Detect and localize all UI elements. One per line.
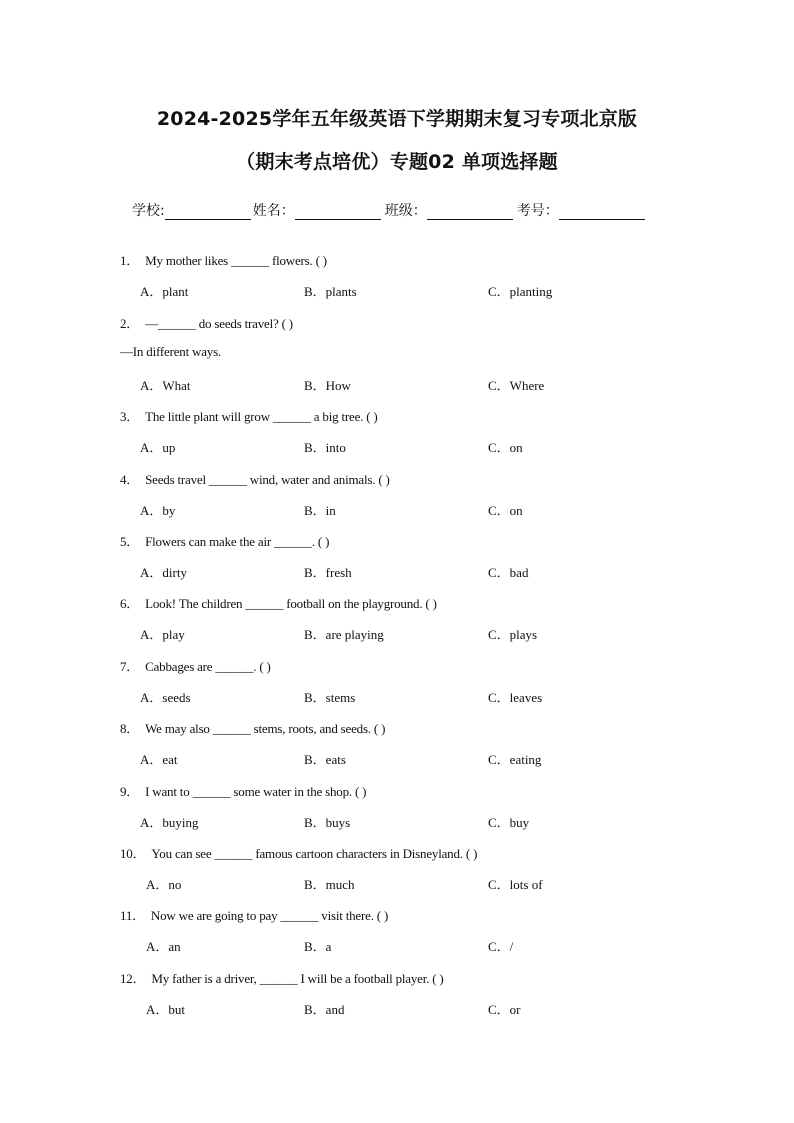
question-text: Cabbages are ______. ( ) — [145, 659, 271, 674]
answer-option[interactable]: B．much — [304, 877, 355, 892]
answer-option[interactable]: A．but — [146, 1002, 186, 1017]
answer-option[interactable]: B．into — [304, 440, 346, 455]
question-text: Now we are going to pay ______ visit there. ( ) — [150, 908, 389, 923]
question-number: 4． — [120, 472, 140, 487]
question-text: We may also ______ stems, roots, and seeds. ( ) — [145, 721, 386, 736]
answer-option[interactable]: C．planting — [488, 284, 553, 299]
question-text: The little plant will grow ______ a big tree. ( ) — [145, 409, 378, 424]
answer-option[interactable]: C．on — [488, 503, 523, 518]
question-stem — [120, 905, 388, 924]
answer-option[interactable]: B．buys — [304, 815, 351, 830]
answer-option[interactable]: C．/ — [488, 939, 514, 954]
answer-option[interactable]: B．and — [304, 1002, 345, 1017]
question-number: 8． — [120, 721, 140, 736]
answer-option[interactable]: A．eat — [140, 752, 178, 767]
name-blank[interactable] — [295, 205, 381, 220]
question-number: 12． — [120, 971, 146, 986]
question-number: 6． — [120, 596, 140, 611]
question-text: You can see ______ famous cartoon characters in Disneyland. ( ) — [151, 846, 478, 861]
answer-option[interactable]: A．What — [140, 378, 191, 393]
question-text: Flowers can make the air ______. ( ) — [145, 534, 330, 549]
question-stem — [120, 406, 378, 425]
answer-option[interactable]: C．leaves — [488, 690, 543, 705]
question-stem — [120, 656, 271, 675]
question-stem — [120, 718, 385, 737]
number-label: 考号： — [516, 203, 559, 219]
answer-option[interactable]: B．a — [304, 939, 332, 954]
question-stem — [120, 781, 366, 800]
class-blank[interactable] — [427, 205, 513, 220]
question-stem — [120, 593, 437, 612]
question-stem — [120, 531, 329, 550]
question-number: 3． — [120, 409, 140, 424]
answer-option[interactable]: A．dirty — [140, 565, 187, 580]
answer-option[interactable]: C．bad — [488, 565, 529, 580]
answer-option[interactable]: A．by — [140, 503, 176, 518]
answer-option[interactable]: A．plant — [140, 284, 189, 299]
answer-option[interactable]: B．How — [304, 378, 351, 393]
student-info-line — [132, 200, 649, 220]
answer-option[interactable]: B．eats — [304, 752, 346, 767]
question-stem — [120, 843, 477, 862]
question-number: 10． — [120, 846, 146, 861]
question-number: 11． — [120, 908, 145, 923]
question-reply-line: —In different ways. — [120, 344, 222, 359]
answer-option[interactable]: B．in — [304, 503, 336, 518]
page-title: 2024-2025学年五年级英语下学期期末复习专项北京版 — [156, 108, 638, 130]
answer-option[interactable]: A．no — [146, 877, 182, 892]
answer-option[interactable]: C．on — [488, 440, 523, 455]
school-blank[interactable] — [165, 205, 251, 220]
answer-option[interactable]: B．fresh — [304, 565, 352, 580]
question-text: Seeds travel ______ wind, water and animals. ( ) — [145, 472, 390, 487]
answer-option[interactable]: C．buy — [488, 815, 530, 830]
answer-option[interactable]: B．plants — [304, 284, 357, 299]
number-blank[interactable] — [559, 205, 645, 220]
answer-option[interactable]: B．are playing — [304, 627, 384, 642]
answer-option[interactable]: C．eating — [488, 752, 542, 767]
question-text: Look! The children ______ football on the playground. ( ) — [145, 596, 437, 611]
question-number: 1． — [120, 253, 140, 268]
answer-option[interactable]: B．stems — [304, 690, 356, 705]
question-number: 7． — [120, 659, 140, 674]
name-label: 姓名： — [252, 203, 295, 219]
question-number: 9． — [120, 784, 140, 799]
answer-option[interactable]: A．buying — [140, 815, 199, 830]
class-label: 班级： — [384, 203, 427, 219]
question-text: —______ do seeds travel? ( ) — [145, 316, 293, 331]
question-stem — [120, 313, 293, 332]
answer-option[interactable]: A．play — [140, 627, 185, 642]
question-number: 2． — [120, 316, 140, 331]
answer-option[interactable]: C．plays — [488, 627, 538, 642]
answer-option[interactable]: A．up — [140, 440, 176, 455]
school-label: 学校: — [132, 203, 165, 219]
page-subtitle: （期末考点培优）专题02 单项选择题 — [236, 151, 558, 173]
question-text: My father is a driver, ______ I will be a football player. ( ) — [151, 971, 444, 986]
question-stem — [120, 469, 390, 488]
answer-option[interactable]: C．or — [488, 1002, 521, 1017]
answer-option[interactable]: C．Where — [488, 378, 545, 393]
question-stem — [120, 968, 444, 987]
answer-option[interactable]: C．lots of — [488, 877, 543, 892]
question-text: My mother likes ______ flowers. ( ) — [145, 253, 327, 268]
question-text: I want to ______ some water in the shop. ( ) — [145, 784, 367, 799]
answer-option[interactable]: A．an — [146, 939, 181, 954]
answer-option[interactable]: A．seeds — [140, 690, 191, 705]
question-number: 5． — [120, 534, 140, 549]
question-stem — [120, 250, 327, 269]
